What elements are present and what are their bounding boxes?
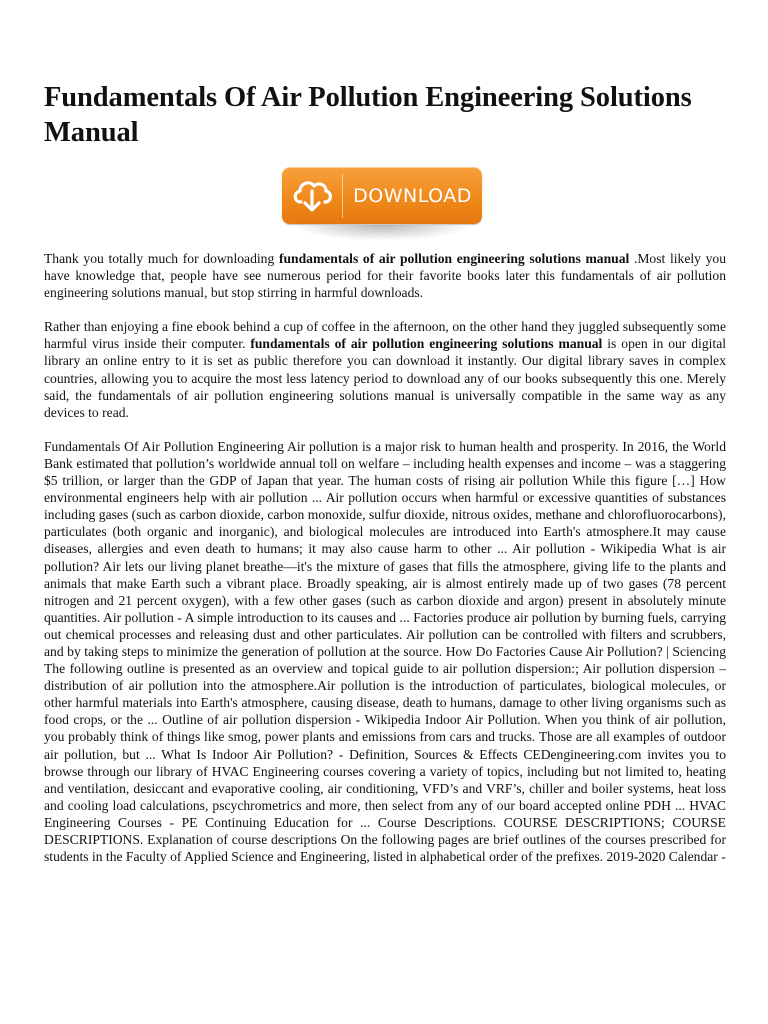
intro-text-end: .Most likely you have knowledge that, people have see numerous period for their favorite books later this fundamentals of air pollution engineering solutions manual, but stop stirring in harmful downloads. [44, 251, 726, 301]
cloud-download-icon [282, 167, 342, 224]
library-text-start: Rather than enjoying a fine ebook behind a cup of coffee in the afternoon, on the other hand they juggled subsequently some harmful virus inside their computer. [44, 319, 726, 352]
document-title: Fundamentals Of Air Pollution Engineering Solutions Manual [44, 82, 692, 148]
intro-text-start: Thank you totally much for downloading [44, 251, 279, 266]
library-bold-title: fundamentals of air pollution engineering solutions manual [250, 336, 603, 352]
library-text-end: is open in our digital library an online entry to it is set as public therefore you can download it instantly. Our digital library saves in complex countries, allowing you to acquire the most less latency period to download any of our books subsequently this one. Merely said, the fundamentals of air pollution engineering solutions manual is universally compatible in the same way as any devices to read. [44, 336, 726, 420]
download-button-label: DOWNLOAD [353, 184, 472, 207]
download-button-wrapper [282, 167, 482, 247]
library-paragraph [44, 318, 726, 421]
document-page [44, 80, 726, 865]
intro-bold-title: fundamentals of air pollution engineering solutions manual [278, 251, 630, 266]
body-paragraph: Fundamentals Of Air Pollution Engineering Air pollution is a major risk to human health and prosperity. In 2016, the World Bank estimated that pollution’s worldwide annual toll on welfare – including health expenses and income – was a staggering $5 trillion, or larger than the GDP of Japan that year. The human costs of rising air pollution While this figure […] How environmental engineers help with air pollution ... Air pollution occurs when harmful or excessive quantities of substances including gases (such as carbon dioxide, carbon monoxide, sulfur dioxide, nitrous oxides, methane and chlorofluorocarbons), particulates (both organic and inorganic), and biological molecules are introduced into Earth's atmosphere.It may cause diseases, allergies and even death to humans; it may also cause harm to other ... Air pollution - Wikipedia What is air pollution? Air lets our living planet breathe—it's the mixture of gases that fills the atmosphere, giving life to the plants and animals that make Earth such a vibrant place. Broadly speaking, air is almost entirely made up of two gases (78 percent nitrogen and 21 percent oxygen), with a few other gases (such as carbon dioxide and argon) present in absolutely minute quantities. Air pollution - A simple introduction to its causes and ... Factories produce air pollution by burning fuels, carrying out chemical processes and releasing dust and other particulates. Air pollution can be controlled with filters and scrubbers, and by taking steps to minimize the generation of pollution at the source. How Do Factories Cause Air Pollution? | Sciencing The following outline is presented as an overview and topical guide to air pollution dispersion:; Air pollution dispersion – distribution of air pollution into the atmosphere.Air pollution is the introduction of particulates, biological molecules, or other harmful materials into Earth's atmosphere, causing disease, death to humans, damage to other living organisms such as food crops, or the ... Outline of air pollution dispersion - Wikipedia Indoor Air Pollution. When you think of air pollution, you probably think of things like smog, power plants and emissions from cars and trucks. Those are all examples of outdoor air pollution, but ... What Is Indoor Air Pollution? - Definition, Sources & Effects CEDengineering.com invites you to browse through our library of HVAC Engineering courses covering a variety of topics, including but not limited to, heating and ventilation, desiccant and evaporative cooling, air conditioning, VFD’s and VRF’s, chiller and boiler systems, heat loss and cooling load calculations, pscychrometrics and more, then select from any of our board accepted online PDH ... HVAC Engineering Courses - PE Continuing Education for ... Course Descriptions. COURSE DESCRIPTIONS; COURSE DESCRIPTIONS. Explanation of course descriptions On the following pages are brief outlines of the courses prescribed for students in the Faculty of Applied Science and Engineering, listed in alphabetical order of the prefixes. 2019-2020 Calendar - [44, 438, 726, 865]
download-button-shadow [292, 225, 472, 241]
intro-paragraph [44, 250, 726, 301]
download-button[interactable] [282, 167, 482, 224]
